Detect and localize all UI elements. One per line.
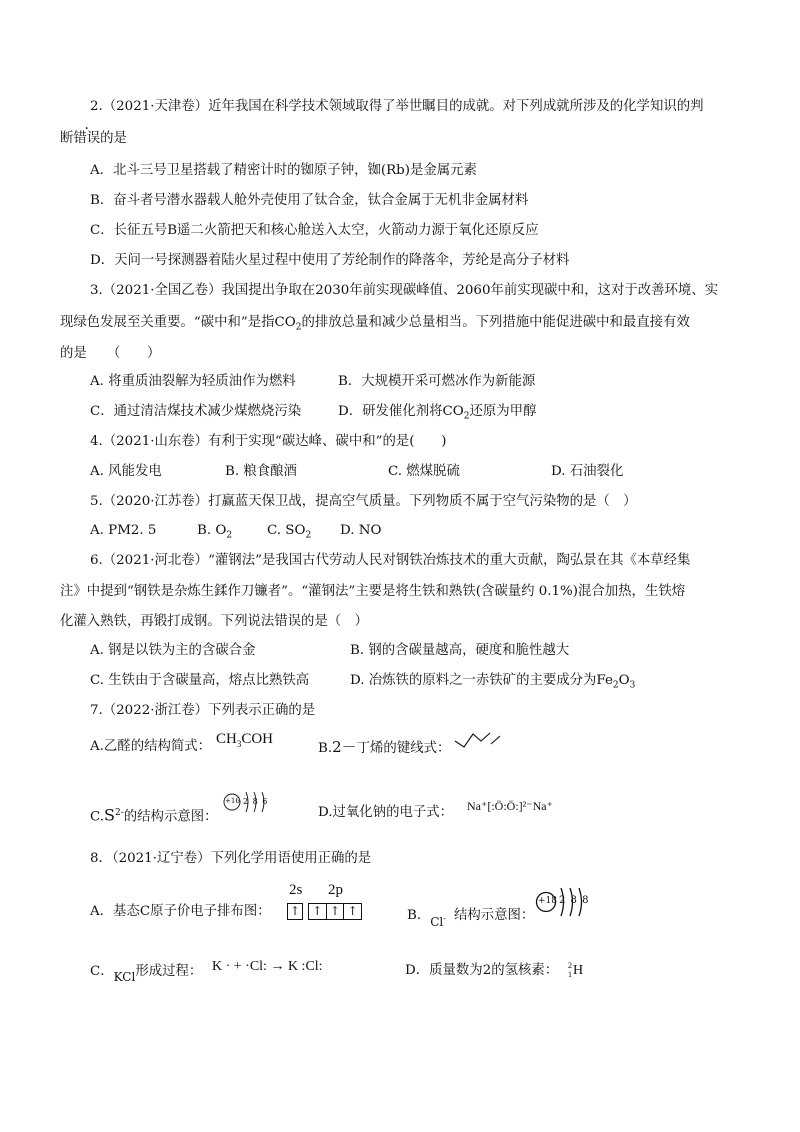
q3-subscript: 2 [295,322,302,333]
q2-stem-line1: 2.（2021·天津卷）近年我国在科学技术领域取得了举世瞩目的成就。对下列成就所涉及的化学知识的判 [90,99,704,114]
hydrogen-isotope-notation [568,961,588,983]
q6-option-a: A. 钢是以铁为主的含碳合金 [90,643,256,658]
electron-shells: 2 8 6 [243,797,269,806]
q3-text: 现绿色发展至关重要。“碳中和”是指CO [60,315,296,330]
q7-text: 的结构示意图： [123,809,218,825]
q7-text: 丁烯的键线式： [356,741,451,756]
q7-option-c-label [90,805,218,825]
orbital-box-2p-3: ↑ [347,904,358,918]
q2-option-d: D．天问一号探测器着陆火星过程中使用了芳纶制作的降落伞，芳纶是高分子材料 [90,253,570,268]
q6-text: D. 冶炼铁的原料之一赤铁矿的主要成分为Fe [350,673,613,688]
q6-stem-line1: 6.（2021·河北卷）“灌钢法”是我国古代劳动人民对钢铁冶炼技术的重大贡献，陶弘景在其《本草经集 [90,553,691,568]
q2-option-b: B．奋斗者号潜水器载人舱外壳使用了钛合金，钛合金属于无机非金属材料 [90,193,529,208]
q6-option-b: B. 钢的含碳量越高，硬度和脆性越大 [350,643,570,658]
q5-stem: 5.（2020·江苏卷）打赢蓝天保卫战，提高空气质量。下列物质不属于空气污染物的是（ ） [90,494,637,509]
q7-option-a-formula [216,731,273,752]
q6-subscript: 2 [612,680,619,691]
q4-option-b: B. 粮食酿酒 [225,464,297,479]
q4-stem: 4.（2021·山东卷）有利于实现“碳达峰、碳中和”的是( ) [90,434,447,449]
q2-option-a: A．北斗三号卫星搭载了精密计时的铷原子钟，铷(Rb)是金属元素 [90,163,477,178]
atomic-number: 1 [568,970,572,979]
q7-formula-text: COH [241,731,274,747]
q7-formula-subscript: 3 [236,739,242,749]
q3-option-d [338,404,536,425]
q8-option-d-label: D．质量数为2的氢核素： [405,963,559,978]
q2-option-c: C．长征五号B遥二火箭把天和核心舱送入太空，火箭动力源于氧化还原反应 [90,223,539,238]
nucleus-charge: +18 [538,896,557,906]
nucleus-charge: +16 [225,797,240,805]
q8-option-b-label [407,904,535,929]
q6-stem-line3: 化灌入熟铁，再锻打成钢。下列说法错误的是（ ） [60,614,368,629]
q8-text: B． [407,908,431,923]
q5-subscript: 2 [226,530,233,541]
q3-subscript: 2 [463,411,470,422]
q5-option-b [197,523,232,544]
q4-option-d: D. 石油裂化 [551,464,624,479]
orbital-2p-label: 2p [328,882,343,898]
q7-ion-charge: 2- [115,808,124,818]
q7-option-d-label: D.过氧化钠的电子式： [318,805,454,820]
q7-ion-symbol: S [104,805,115,825]
q6-option-d [350,673,635,694]
q6-subscript: 3 [629,680,636,691]
q8-text: 形成过程： [135,964,203,979]
q8-text: 结构示意图： [453,908,535,923]
q3-option-c: C．通过清洁煤技术减少煤燃烧污染 [90,404,302,419]
q8-ion-symbol: Cl [430,915,444,929]
q5-subscript: 2 [305,530,312,541]
q3-text: 的排放总量和减少总量相当。下列措施中能促进碳中和最直接有效 [301,315,690,330]
orbital-box-2p-1: ↑ [309,904,327,919]
q4-option-c: C. 燃煤脱硫 [388,464,460,479]
q8-option-a-label: A．基态C原子价电子排布图： [90,904,271,919]
element-symbol: H [573,963,584,978]
q6-stem-line2: 注》中提到“钢铁是杂炼生鍒作刀镰者”。“灌钢法”主要是将生铁和熟铁(含碳量约 0.1%)混合加热，生铁熔 [60,584,686,599]
q7-option-b-label [318,739,450,757]
q7-text: 2－ [332,738,357,756]
q5-option-a: A. PM2. 5 [90,523,157,538]
q2-emphasis: 错误 [73,131,101,146]
q8-formula-kcl: KCl [113,970,136,984]
orbital-box-2p-2: ↑ [327,904,345,919]
chloride-ion-structure-diagram [535,885,591,919]
q7-stem: 7.（2022·浙江卷）下列表示正确的是 [90,703,316,718]
q2-stem-line2 [60,131,127,147]
sulfide-ion-structure-diagram [222,789,272,815]
q3-option-b: B．大规模开采可燃冰作为新能源 [338,374,536,389]
q3-text: 还原为甲醇 [469,404,537,419]
q3-option-a: A. 将重质油裂解为轻质油作为燃料 [90,374,296,389]
q7-option-a-label: A.乙醛的结构简式： [90,739,212,754]
q3-text: D．研发催化剂将CO [338,404,464,419]
q3-stem-line3: 的是 （ ） [60,346,161,361]
q8-ion-charge: - [443,914,446,923]
q5-text: C. SO [267,523,306,538]
q3-stem-line1: 3.（2021·全国乙卷）我国提出争取在2030年前实现碳峰值、2060年前实现碳中和，这对于改善环境、实 [90,283,719,298]
sodium-peroxide-electron-formula: Na⁺[:Ö:Ö:]²⁻Na⁺ [467,799,553,813]
q2-text: 的是 [100,131,127,146]
q6-text: O [618,673,630,688]
q4-option-a: A. 风能发电 [90,464,162,479]
q3-stem-line2 [60,315,690,336]
q7-formula-text: CH [216,731,237,747]
kcl-formation-process: K · + ·Cl: → K :Cl: [212,959,323,974]
orbital-box-2s: ↑ [287,903,303,920]
orbital-boxes-2p [308,903,362,920]
q8-option-c-label [90,963,203,984]
orbital-2s-label: 2s [289,882,303,898]
q5-option-d: D. NO [340,523,382,538]
mass-number: 2 [568,961,572,970]
q6-option-c: C. 生铁由于含碳量高，熔点比熟铁高 [90,673,310,688]
butene-skeletal-formula [453,728,513,750]
q5-text: B. O [197,523,227,538]
q8-stem: 8．（2021·辽宁卷）下列化学用语使用正确的是 [90,851,372,866]
q8-text: C． [90,964,114,979]
q5-option-c [267,523,311,544]
q7-text: C. [90,809,105,825]
q7-text: B. [318,741,333,756]
q2-text: 断 [60,131,74,146]
electron-shells: 2 8 8 [559,895,590,906]
q8-chloride-symbol [430,915,446,929]
